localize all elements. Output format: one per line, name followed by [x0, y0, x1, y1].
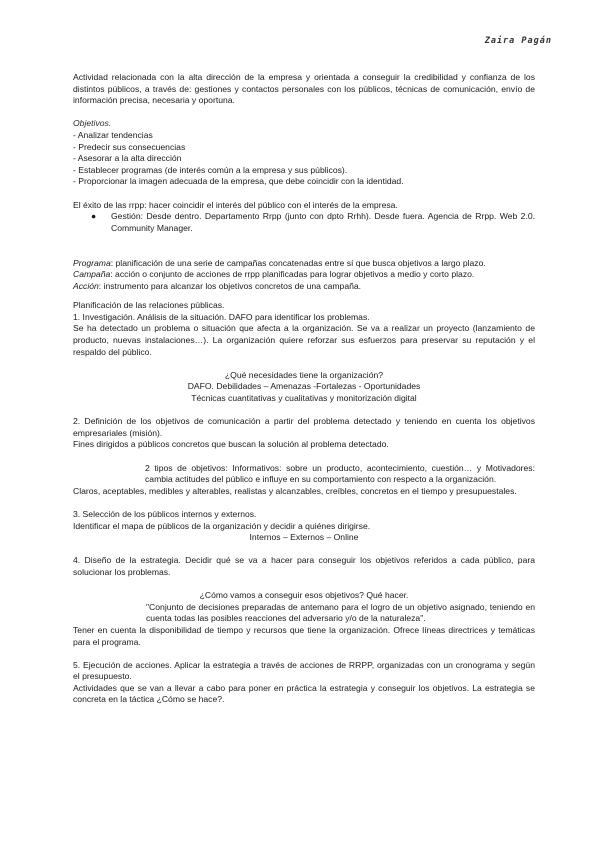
bullet-icon: ● [91, 211, 97, 222]
step3-heading: 3. Selección de los públicos internos y externos. [73, 508, 257, 519]
list-item: - Asesorar a la alta dirección [73, 153, 182, 164]
list-item: - Proporcionar la imagen adecuada de la empresa, que debe coincidir con la identidad. [73, 176, 404, 187]
term-accion: Acción [73, 280, 99, 291]
step1-text: Se ha detectado un problema o situación que afecta a la organización. Se va a realizar un proyecto (lanzamiento de producto, nuevas instalaciones…). La organización quiere reforzar sus esfuerzos para preservar su reputación y el respaldo del público. [73, 323, 535, 357]
step1-tecnicas: Técnicas cuantitativas y cualitativas y monitorización digital [191, 393, 417, 404]
intro-paragraph: Actividad relacionada con la alta dirección de la empresa y orientada a conseguir la credibilidad y confianza de los distintos públicos, a través de: gestiones y contactos personales con los públicos, técnicas de comunicación, envío de información precisa, necesaria y oportuna. [73, 72, 535, 106]
step4-question: ¿Cómo vamos a conseguir esos objetivos? Qué hacer. [199, 590, 409, 601]
step3-text: Identificar el mapa de públicos de la organización y decidir a quiénes dirigirse. [73, 520, 371, 531]
exito-text: El éxito de las rrpp: hacer coincidir el interés del público con el interés de la empresa. [73, 199, 398, 210]
definicion-campana: Campaña: acción o conjunto de acciones de rrpp planificadas para lograr objetivos a medio y corto plazo. [73, 269, 475, 280]
step4-quote: "Conjunto de decisiones preparadas de antemano para el logro de un objetivo asignado, teniendo en cuenta todas las posibles reacciones del adversario y/o de la naturaleza". [146, 601, 535, 624]
step4-heading: 4. Diseño de la estrategia. Decidir qué se va a hacer para conseguir los objetivos referidos a cada público, para solucionar los problemas. [73, 555, 535, 577]
list-item: - Analizar tendencias [73, 129, 153, 140]
step1-question: ¿Qué necesidades tiene la organización? [224, 369, 384, 380]
step1-heading: 1. Investigación. Análisis de la situación. DAFO para identificar los problemas. [73, 311, 370, 322]
document-body [73, 72, 535, 706]
step5-heading: 5. Ejecución de acciones. Aplicar la estrategia a través de acciones de RRPP, organizadas con un cronograma y según el presupuesto. [73, 659, 535, 682]
step5-text: Actividades que se van a llevar a cabo para poner en práctica la estrategia y conseguir los objetivos. La estrategia se concreta en la táctica ¿Cómo se hace?. [73, 682, 535, 705]
author-name: Zaira Pagán [484, 36, 552, 46]
definicion-accion: Acción: instrumento para alcanzar los objetivos concretos de una campaña. [73, 280, 362, 291]
step1-dafo: DAFO. Debilidades – Amenazas -Fortalezas - Oportunidades [187, 381, 421, 392]
objetivos-title: Objetivos. [73, 118, 112, 129]
step2-claros: Claros, aceptables, medibles y alterables, realistas y alcanzables, creíbles, concretos en el tiempo y presupuestales. [73, 485, 517, 496]
step4-text: Tener en cuenta la disponibilidad de tiempo y recursos que tiene la organización. Ofrece líneas directrices y temáticas para el programa. [73, 624, 535, 647]
step2-heading: 2. Definición de los objetivos de comunicación a partir del problema detectado y teniendo en cuenta los objetivos empresariales (misión). [73, 416, 535, 438]
term-programa: Programa [73, 257, 111, 268]
list-item: - Predecir sus consecuencias [73, 141, 186, 152]
term-campana: Campaña [73, 269, 111, 280]
gestion-bullet [91, 211, 535, 234]
step2-text: Fines dirigidos a públicos concretos que buscan la solución al problema detectado. [73, 439, 389, 450]
step3-tipos: Internos – Externos – Online [249, 532, 359, 543]
step2-tipos: 2 tipos de objetivos: Informativos: sobre un producto, acontecimiento, cuestión… y Motivadores: cambia actitudes del público e influye en su comportamiento con respecto a la organización. [145, 462, 535, 485]
planificacion-title: Planificación de las relaciones públicas. [73, 300, 225, 311]
objetivos-list [73, 130, 535, 188]
gestion-text: Gestión: Desde dentro. Departamento Rrpp (junto con dpto Rrhh). Desde fuera. Agencia de Rrpp. Web 2.0. Community Manager. [111, 211, 535, 233]
definicion-programa: Programa: planificación de una serie de campañas concatenadas entre sí que busca objetivos a largo plazo. [73, 257, 486, 268]
list-item: - Establecer programas (de interés común a la empresa y sus públicos). [73, 164, 348, 175]
